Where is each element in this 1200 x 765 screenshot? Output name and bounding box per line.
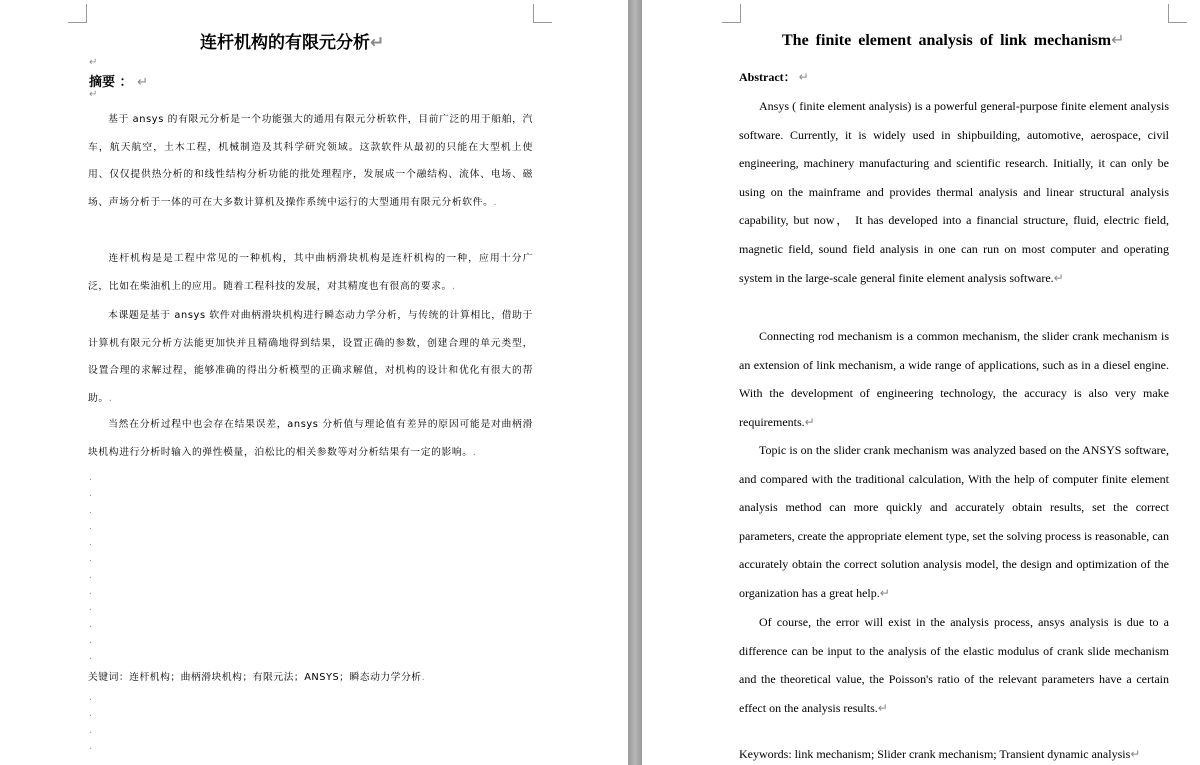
english-abstract-label: Abstract： ↵ <box>739 70 809 84</box>
english-keywords: Keywords: link mechanism; Slider crank mechanism; Transient dynamic analysis↵ <box>739 747 1141 761</box>
english-title: The finite element analysis of link mechanism↵ <box>782 30 1125 49</box>
top-left-crop-mark <box>722 4 741 23</box>
page-gap <box>628 0 642 765</box>
english-abstract-paragraph-1: Ansys ( finite element analysis) is a powerful general-purpose finite element analysis software. Currently, it is widely used in shipbuilding, automotive, aerospace, civil engineering, machinery manufacturing and scientific research. Initially, it can only be using on the mainframe and provides thermal analysis and linear structural analysis capability, but now， It has developed into a financial structure, fluid, electric field, magnetic field, sound field analysis in one can run on most computer and operating system in the large-scale general finite element analysis software.↵ <box>739 99 1169 285</box>
english-abstract-paragraph-4: Of course, the error will exist in the analysis process, ansys analysis is due to a difference can be input to the analysis of the elastic modulus of crank slide mechanism and the theoretical value, the Poisson's ratio of the relevant parameters have a certain effect on the analysis results.↵ <box>739 615 1169 715</box>
empty-paragraph-marks: . . . . <box>89 693 92 752</box>
english-abstract-paragraph-2: Connecting rod mechanism is a common mechanism, the slider crank mechanism is an extension of link mechanism, a wide range of applications, such as in a diesel engine. With the development of engineering technology, the accuracy is also very make requirements.↵ <box>739 329 1169 429</box>
empty-paragraph-marks: . . . . . . . . . . . . <box>89 473 92 663</box>
paragraph-mark: ↵ <box>89 89 98 100</box>
chinese-abstract-paragraph-1: 基于 ansys 的有限元分析是一个功能强大的通用有限元分析软件，目前广泛的用于船舶，汽车，航天航空，土木工程，机械制造及其科学研究领域。这款软件从最初的只能在大型机上使用、仅仅提供热分析的和线性结构分析功能的批处理程序，发展成一个融结构、流体、电场、磁场、声场分析于一体的可在大多数计算机及操作系统中运行的大型通用有限元分析软件。. <box>88 114 533 208</box>
top-right-crop-mark <box>1168 4 1187 23</box>
paragraph-mark: ↵ <box>89 57 98 68</box>
chinese-abstract-label: 摘要 ： ↵ <box>89 75 148 90</box>
top-left-crop-mark <box>68 4 87 23</box>
chinese-title: 连杆机构的有限元分析↵ <box>200 33 385 53</box>
right-document-page[interactable] <box>642 0 1200 765</box>
top-right-crop-mark <box>533 4 552 23</box>
english-abstract-paragraph-3: Topic is on the slider crank mechanism was analyzed based on the ANSYS software, and compared with the traditional calculation, With the help of computer finite element analysis method can more quickly and accurately obtain results, set the correct parameters, create the appropriate element type, set the solving process is reasonable, can accurately obtain the correct solution analysis model, the design and optimization of the organization has a great help.↵ <box>739 443 1169 600</box>
chinese-abstract-paragraph-4: 当然在分析过程中也会存在结果误差，ansys 分析值与理论值有差异的原因可能是对曲柄滑块机构进行分析时输入的弹性模量，泊松比的相关参数等对分析结果有一定的影响。. <box>88 419 533 458</box>
chinese-keywords: 关键词：连杆机构；曲柄滑块机构；有限元法；ANSYS；瞬态动力学分析. <box>88 672 426 683</box>
chinese-abstract-paragraph-2: 连杆机构是是工程中常见的一种机构，其中曲柄滑块机构是连杆机构的一种，应用十分广泛，比如在柴油机上的应用。随着工程科技的发展，对其精度也有很高的要求。. <box>88 253 533 292</box>
chinese-abstract-paragraph-3: 本课题是基于 ansys 软件对曲柄滑块机构进行瞬态动力学分析，与传统的计算相比，借助于计算机有限元分析方法能更加快并且精确地得到结果，设置正确的参数，创建合理的单元类型，设置合理的求解过程，能够准确的得出分析模型的正确求解值，对机构的设计和优化有很大的帮助。. <box>88 310 533 404</box>
